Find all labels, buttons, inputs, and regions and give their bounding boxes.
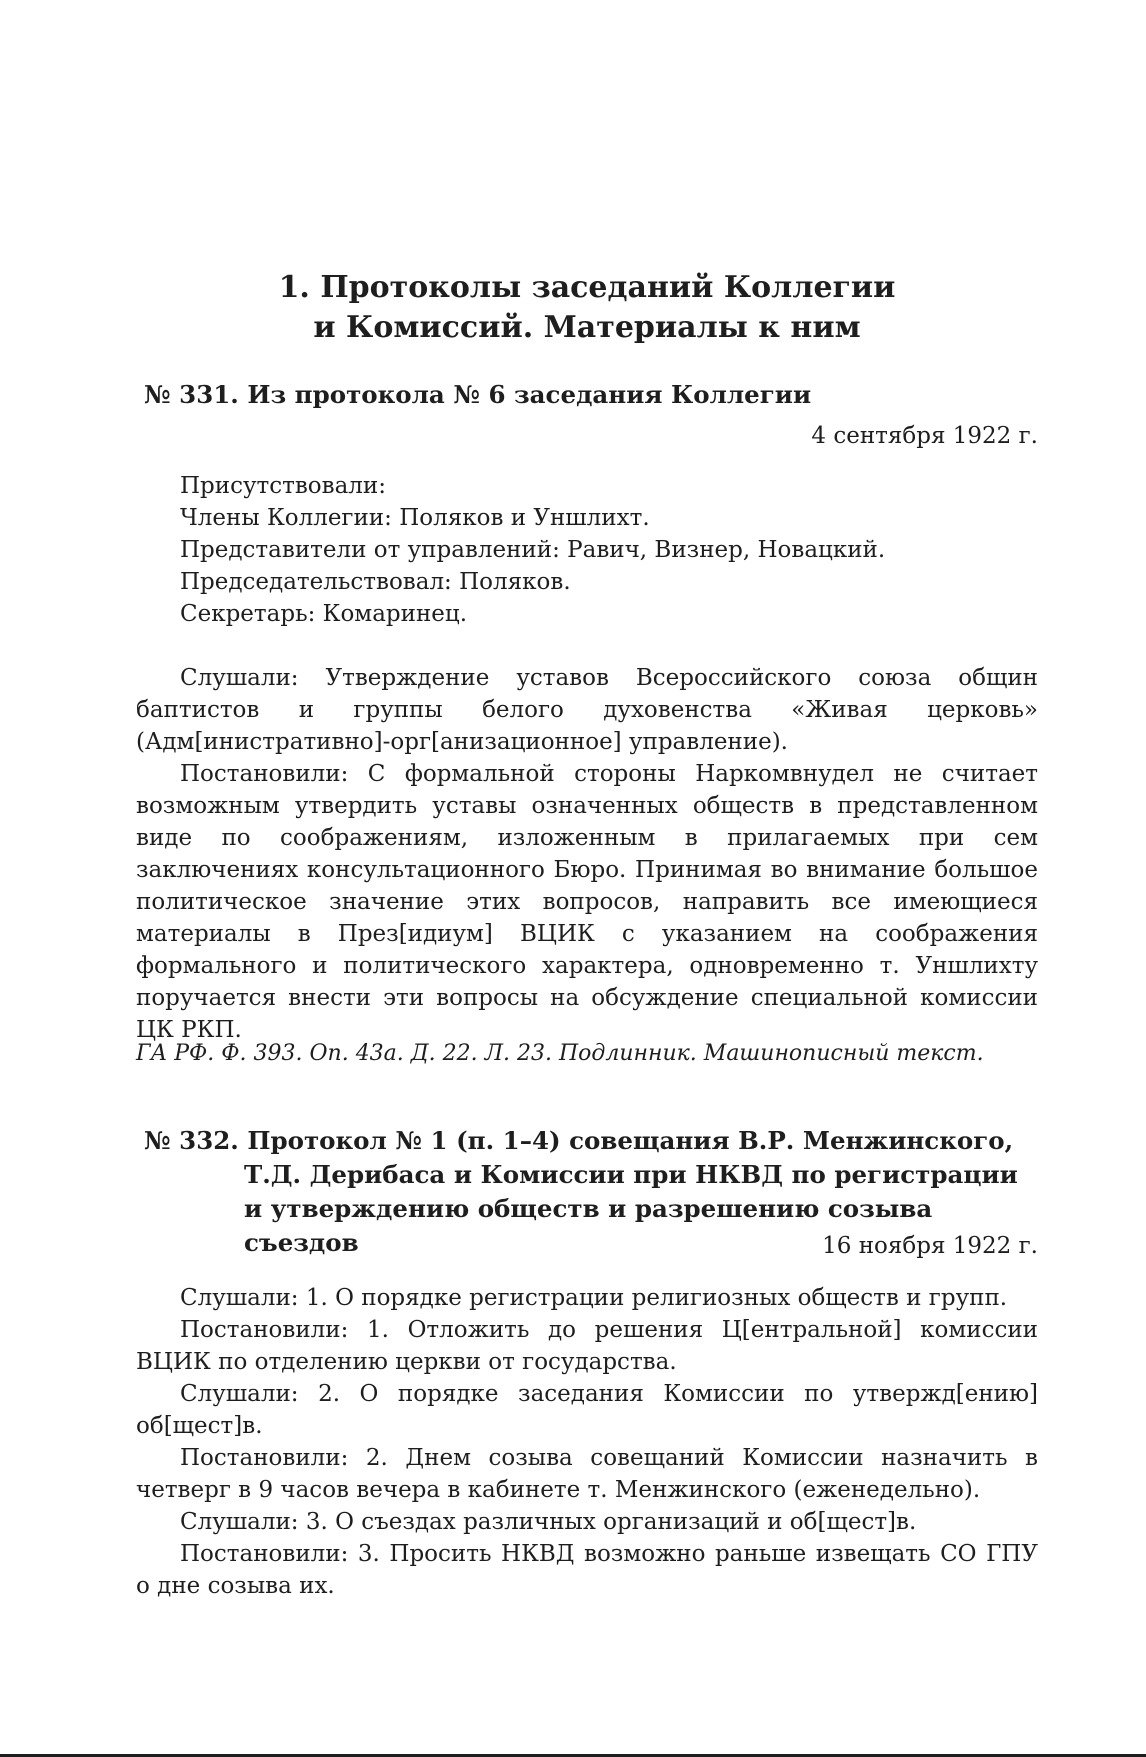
section-title-line1: 1. Протоколы заседаний Коллегии (278, 270, 896, 305)
attendees-line: Председательствовал: Поляков. (180, 569, 571, 595)
doc331-title: № 331. Из протокола № 6 заседания Коллегии (144, 380, 812, 409)
doc332-paragraph: Слушали: 1. О порядке регистрации религиозных обществ и групп. (180, 1285, 1008, 1311)
doc332-paragraph: Слушали: 3. О съездах различных организаций и об[щест]в. (180, 1509, 917, 1535)
doc332-date: 16 ноября 1922 г. (822, 1233, 1038, 1259)
doc331-date: 4 сентября 1922 г. (811, 423, 1038, 449)
section-title (136, 268, 1038, 348)
attendees-line: Присутствовали: (180, 473, 387, 499)
doc332-title-line1: № 332. Протокол № 1 (п. 1–4) совещания В.Р. Менжинского, (144, 1126, 1014, 1155)
doc332-paragraph: Постановили: 3. Просить НКВД возможно раньше извещать СО ГПУ о дне созыва их. (136, 1541, 1038, 1599)
doc331-body (136, 662, 1038, 1046)
doc332-paragraph: Слушали: 2. О порядке заседания Комиссии по утвержд[ению] об[щест]в. (136, 1381, 1038, 1439)
doc332-body (136, 1282, 1038, 1602)
doc331-attendees (136, 470, 1038, 630)
doc331-resolved: Постановили: С формальной стороны Наркомвнудел не считает возможным утвердить уставы означенных обществ в представленном виде по соображениям, изложенным в прилагаемых при сем заключениях консультационного Бюро. Принимая во внимание большое политическое значение этих вопросов, направить все имеющиеся материалы в През[идиум] ВЦИК с указанием на соображения формального и политического характера, одновременно т. Уншлихту поручается внести эти вопросы на обсуждение специальной комиссии ЦК РКП. (136, 761, 1038, 1043)
attendees-line: Представители от управлений: Равич, Визнер, Новацкий. (180, 537, 886, 563)
doc332-title-line2: Т.Д. Дерибаса и Комиссии при НКВД по регистрации (244, 1160, 1018, 1189)
doc332-title-line3: и утверждению обществ и разрешению созыва съездов (244, 1194, 933, 1257)
doc332-paragraph: Постановили: 1. Отложить до решения Ц[ентральной] комиссии ВЦИК по отделению церкви от государства. (136, 1317, 1038, 1375)
doc331-heard: Слушали: Утверждение уставов Всероссийского союза общин баптистов и группы белого духовенства «Живая церковь» (Адм[инистративно]-орг[анизационное] управление). (136, 665, 1038, 755)
section-title-line2: и Комиссий. Материалы к ним (313, 310, 861, 345)
attendees-line: Члены Коллегии: Поляков и Уншлихт. (180, 505, 650, 531)
doc331-source: ГА РФ. Ф. 393. Оп. 43а. Д. 22. Л. 23. Подлинник. Машинописный текст. (136, 1041, 984, 1066)
doc332-paragraph: Постановили: 2. Днем созыва совещаний Комиссии назначить в четверг в 9 часов вечера в кабинете т. Менжинского (еженедельно). (136, 1445, 1038, 1503)
attendees-line: Секретарь: Комаринец. (180, 601, 468, 627)
